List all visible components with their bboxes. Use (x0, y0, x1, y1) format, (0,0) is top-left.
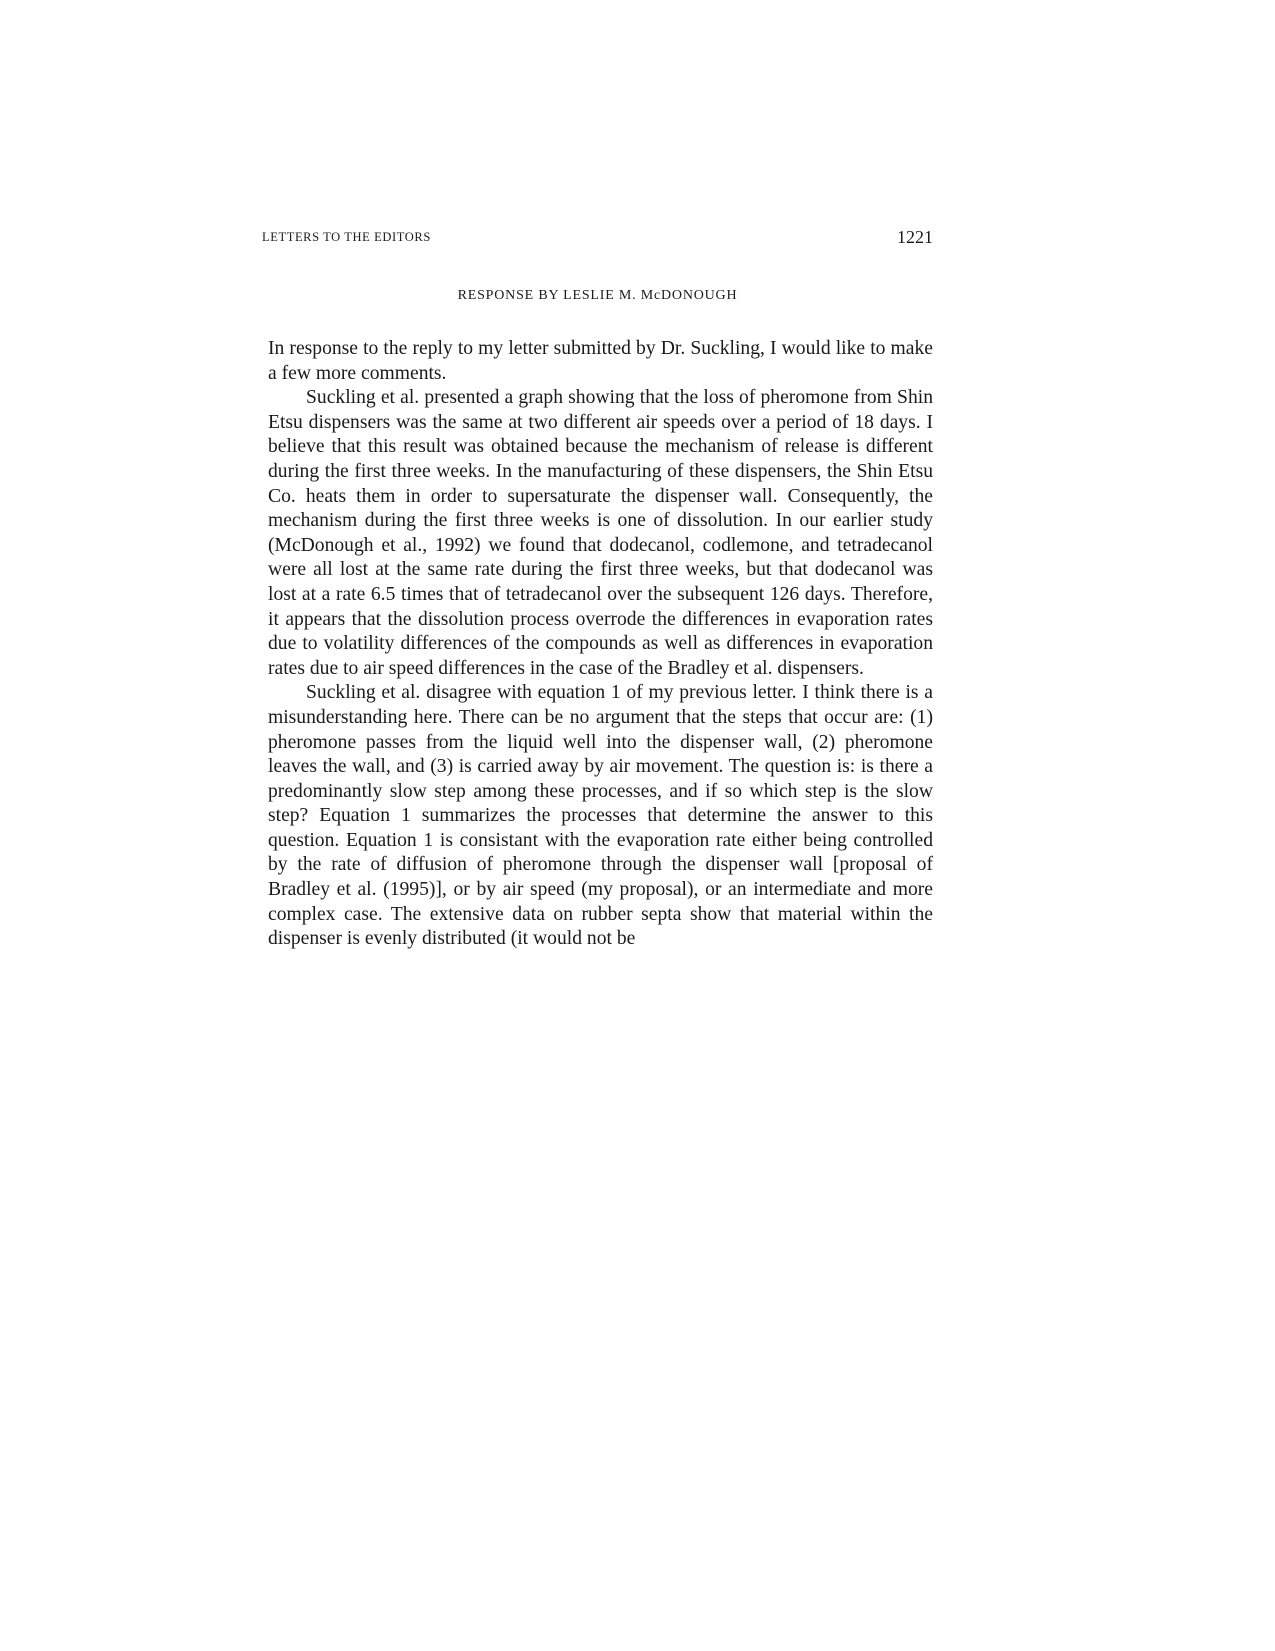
body-paragraph: Suckling et al. presented a graph showing that the loss of pheromone from Shin Etsu dispensers was the same at two different air speeds over a period of 18 days. I believe that this result was obtained because the mechanism of release is different during the first three weeks. In the manufacturing of these dispensers, the Shin Etsu Co. heats them in order to supersaturate the dispenser wall. Consequently, the mechanism during the first three weeks is one of dissolution. In our earlier study (McDonough et al., 1992) we found that dodecanol, codlemone, and tetradecanol were all lost at the same rate during the first three weeks, but that dodecanol was lost at a rate 6.5 times that of tetradecanol over the subsequent 126 days. Therefore, it appears that the dissolution process overrode the differences in evaporation rates due to volatility differences of the compounds as well as differences in evaporation rates due to air speed differences in the case of the Bradley et al. dispensers. (268, 387, 933, 679)
body-paragraph: Suckling et al. disagree with equation 1 of my previous letter. I think there is a misunderstanding here. There can be no argument that the steps that occur are: (1) pheromone passes from the liquid well into the dispenser wall, (2) pheromone leaves the wall, and (3) is carried away by air movement. The question is: is there a predominantly slow step among these processes, and if so which step is the slow step? Equation 1 summarizes the processes that determine the answer to this question. Equation 1 is consistant with the evaporation rate either being controlled by the rate of diffusion of pheromone through the dispenser wall [proposal of Bradley et al. (1995)], or by air speed (my proposal), or an intermediate and more complex case. The extensive data on rubber septa show that material within the dispenser is evenly distributed (it would not be (268, 682, 933, 950)
body-paragraph: In response to the reply to my letter submitted by Dr. Suckling, I would like to make a few more comments. (268, 338, 933, 384)
page-number: 1221 (897, 227, 933, 247)
article-title: RESPONSE BY LESLIE M. McDONOUGH (457, 288, 738, 303)
running-head (262, 227, 933, 251)
article-body (268, 337, 933, 952)
journal-section-label: LETTERS TO THE EDITORS (262, 230, 431, 244)
